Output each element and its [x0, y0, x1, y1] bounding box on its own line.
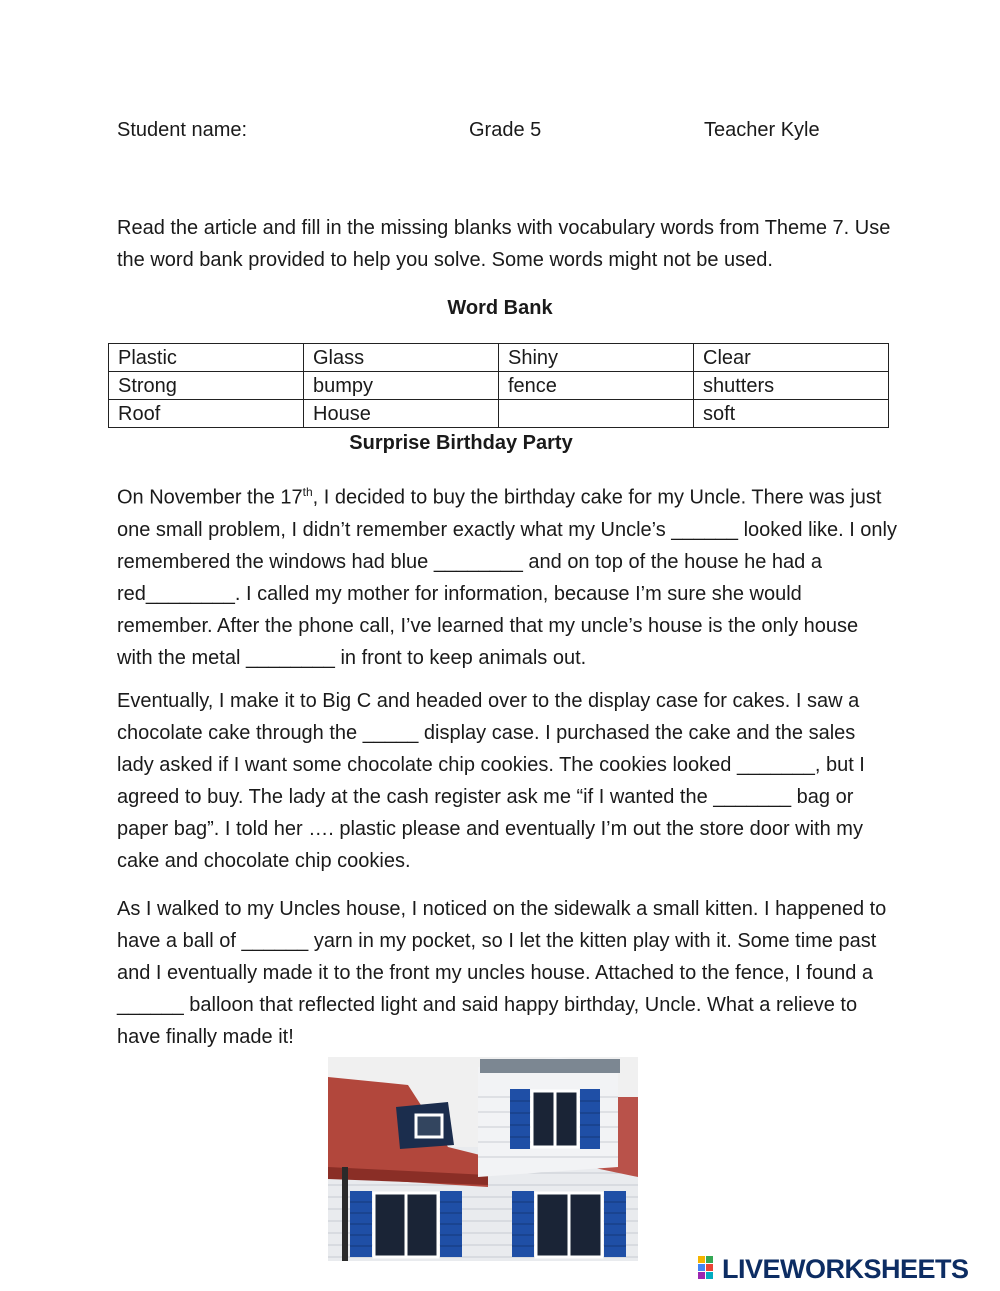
house-photo	[328, 1057, 638, 1261]
table-row	[109, 372, 889, 400]
table-cell: bumpy	[304, 372, 499, 400]
table-cell: shutters	[694, 372, 889, 400]
article-paragraph-2: Eventually, I make it to Big C and headed over to the display case for cakes. I saw a chocolate cake through the _____ display case. I purchased the cake and the sales lady asked if I want some chocolate chip cookies. The cookies looked _______, but I agreed to buy. The lady at the cash register ask me “if I wanted the _______ bag or paper bag”. I told her …. plastic please and eventually I’m out the store door with my cake and chocolate chip cookies.	[117, 690, 865, 872]
table-cell: Roof	[109, 400, 304, 428]
article-title: Surprise Birthday Party	[349, 432, 573, 454]
word-bank-table	[108, 343, 889, 428]
liveworksheets-icon	[698, 1256, 722, 1282]
liveworksheets-logo	[698, 1254, 969, 1284]
table-cell: Strong	[109, 372, 304, 400]
brand-name: LIVEWORKSHEETS	[722, 1253, 969, 1284]
table-cell	[499, 400, 694, 428]
instructions: Read the article and fill in the missing blanks with vocabulary words from Theme 7. Use the word bank provided to help you solve. Some words might not be used.	[117, 217, 891, 271]
table-cell: House	[304, 400, 499, 428]
table-cell: fence	[499, 372, 694, 400]
ordinal-suffix: th	[302, 485, 313, 499]
article-paragraph-3: As I walked to my Uncles house, I noticed on the sidewalk a small kitten. I happened to have a ball of ______ yarn in my pocket, so I let the kitten play with it. Some time past and I eventually made it to the front my uncles house. Attached to the fence, I found a ______ balloon that reflected light and said happy birthday, Uncle. What a relieve to have finally made it!	[117, 898, 887, 1048]
table-cell: Plastic	[109, 344, 304, 372]
table-cell: soft	[694, 400, 889, 428]
student-name-label: Student name:	[117, 119, 248, 141]
teacher-label: Teacher Kyle	[704, 119, 820, 141]
article-paragraph-1	[117, 476, 897, 674]
paragraph-1-rest: , I decided to buy the birthday cake for my Uncle. There was just one small problem, I didn’t remember exactly what my Uncle’s ______ looked like. I only remembered the windows had blue ________ and on top of the house he had a red________. I called my mother for information, because I’m sure she would remember. After the phone call, I’ve learned that my uncle’s house is the only house with the metal ________ in front to keep animals out.	[117, 486, 897, 669]
word-bank-title: Word Bank	[447, 297, 553, 319]
table-cell: Glass	[304, 344, 499, 372]
table-row	[109, 400, 889, 428]
grade-label: Grade 5	[469, 119, 542, 141]
table-row	[109, 344, 889, 372]
table-cell: Clear	[694, 344, 889, 372]
table-cell: Shiny	[499, 344, 694, 372]
paragraph-1-start: On November the 17	[117, 486, 303, 509]
